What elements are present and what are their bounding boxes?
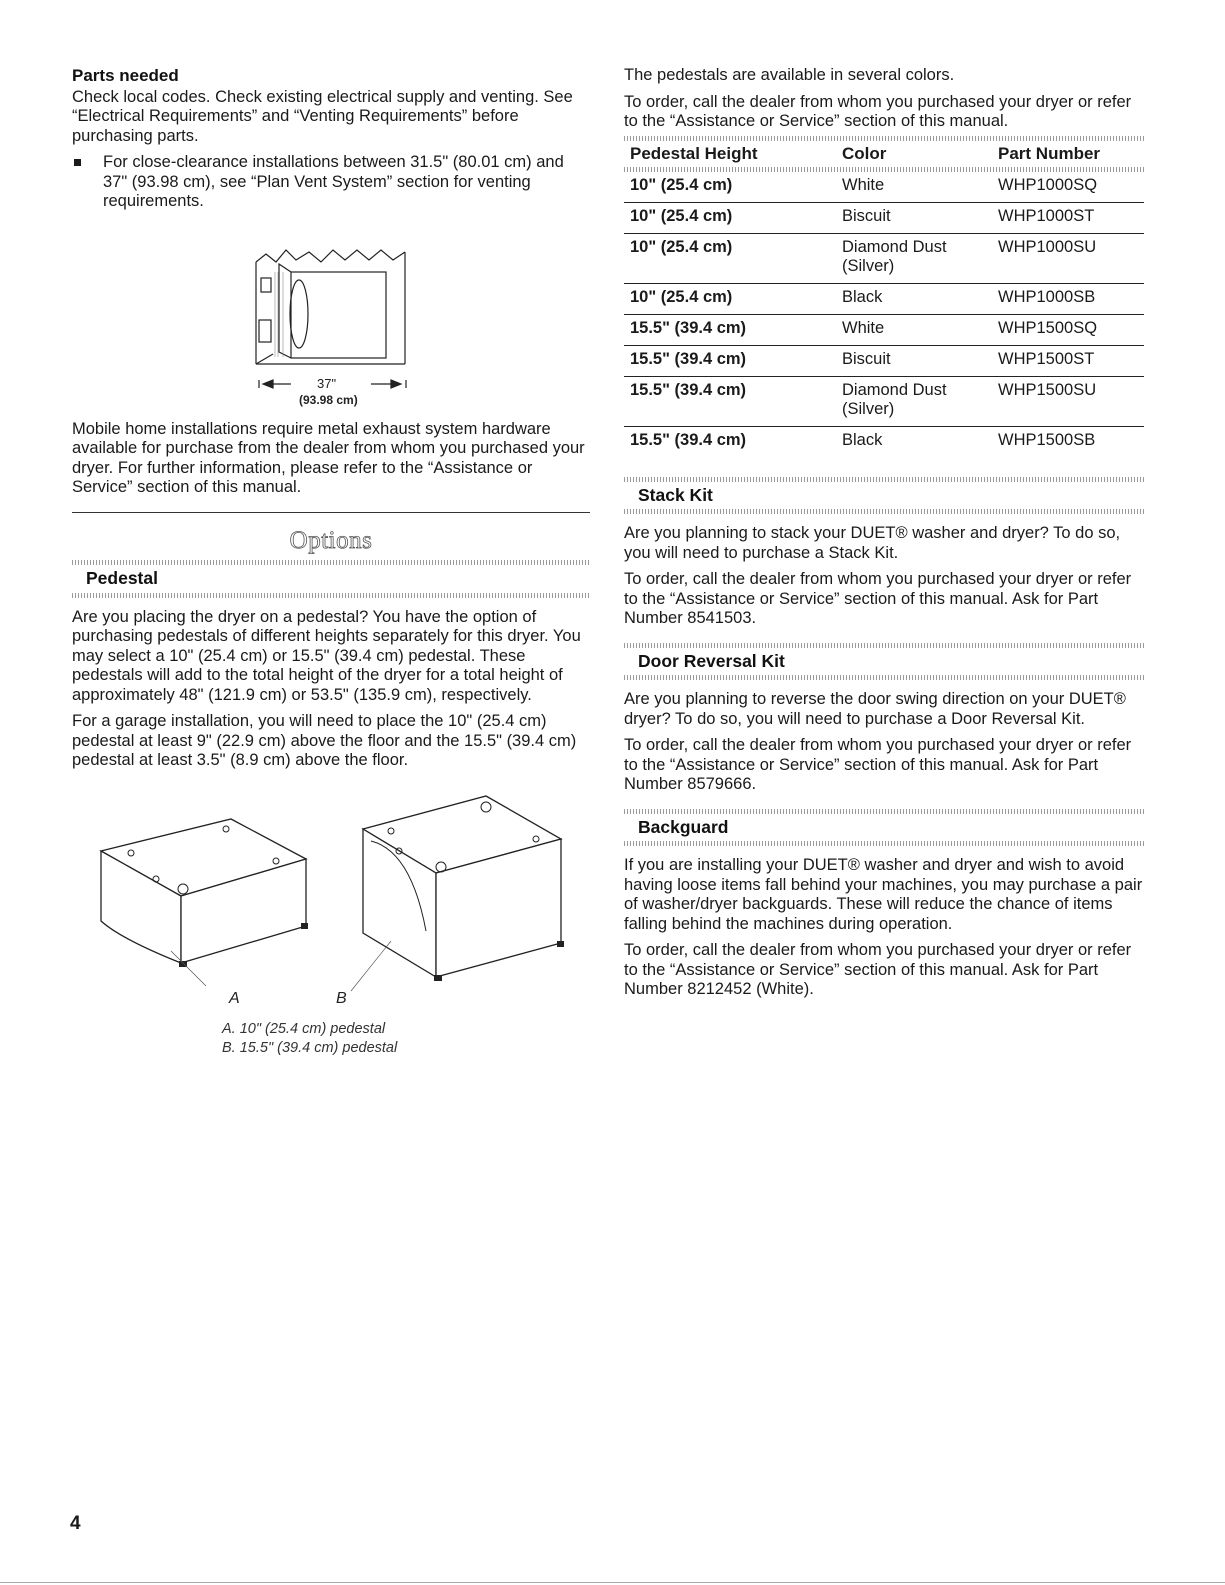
cell-color: Biscuit: [836, 345, 992, 376]
cell-part: WHP1500SU: [992, 376, 1144, 426]
cell-height: 15.5" (39.4 cm): [630, 430, 747, 449]
table-row: [624, 233, 1144, 283]
page-number: 4: [70, 1513, 81, 1534]
figure-caption: [222, 1020, 590, 1058]
cell-color: Diamond Dust (Silver): [836, 233, 992, 283]
door-kit-paragraph-1: Are you planning to reverse the door swing direction on your DUET® dryer? To do so, you will need to purchase a Door Reversal Kit.: [624, 690, 1126, 728]
caption-a: A. 10" (25.4 cm) pedestal: [222, 1020, 386, 1037]
cell-color: White: [836, 172, 992, 203]
parts-bullet-text: For close-clearance installations between 31.5" (80.01 cm) and 37" (93.98 cm), see “Plan Vent System” section for venting requirements.: [103, 153, 564, 210]
parts-bullet-list: [72, 153, 590, 212]
pedestal-paragraph-1: Are you placing the dryer on a pedestal? You have the option of purchasing pedestals of different heights separately for this dryer. You may select a 10" (25.4 cm) or 15.5" (39.4 cm) pedestal. These pedestals will add to the total height of the dryer for a total height of approximately 48" (121.9 cm) or 53.5" (135.9 cm), respectively.: [72, 607, 581, 704]
order-paragraph: To order, call the dealer from whom you purchased your dryer or refer to the “Assistance or Service” section of this manual.: [624, 92, 1132, 130]
cell-part: WHP1000ST: [992, 202, 1144, 233]
table-row: [624, 376, 1144, 426]
hatch-rule: [624, 675, 1144, 680]
table-row: [624, 172, 1144, 203]
hatch-rule: [72, 593, 590, 598]
parts-bullet-item: [72, 153, 590, 212]
square-bullet-icon: [74, 159, 81, 166]
options-title: Options: [289, 526, 373, 554]
header-color: Color: [842, 143, 887, 163]
table-row: [624, 314, 1144, 345]
fig-dim-inches: 37": [317, 375, 337, 391]
door-kit-paragraph-2: To order, call the dealer from whom you purchased your dryer or refer to the “Assistance or Service” section of this manual. Ask for Part Number 8579666.: [624, 736, 1132, 793]
stack-kit-paragraph-1: Are you planning to stack your DUET® washer and dryer? To do so, you will need to purchase a Stack Kit.: [624, 524, 1121, 562]
cell-height: 10" (25.4 cm): [624, 172, 836, 203]
table-row: [624, 345, 1144, 376]
pedestal-parts-table: [624, 141, 1144, 457]
mobile-home-paragraph: Mobile home installations require metal exhaust system hardware available for purchase from the dealer from whom you purchased your dryer. For further information, please refer to the “Assistance or Service” section of this manual.: [72, 419, 585, 496]
fig-dim-cm: (93.98 cm): [299, 392, 358, 407]
backguard-paragraph-2: To order, call the dealer from whom you purchased your dryer or refer to the “Assistance or Service” section of this manual. Ask for Part Number 8212452 (White).: [624, 941, 1132, 998]
backguard-heading: Backguard: [638, 816, 729, 837]
table-row: [624, 283, 1144, 314]
cell-height: 15.5" (39.4 cm): [624, 314, 836, 345]
cell-height: 10" (25.4 cm): [624, 283, 836, 314]
caption-b: B. 15.5" (39.4 cm) pedestal: [222, 1039, 398, 1056]
cell-part: WHP1000SQ: [992, 172, 1144, 203]
right-column: [624, 66, 1144, 1007]
cell-part: WHP1000SB: [992, 283, 1144, 314]
cell-part: WHP1000SU: [992, 233, 1144, 283]
dryer-body: [291, 272, 386, 358]
cell-color: White: [836, 314, 992, 345]
cell-part: WHP1500ST: [992, 345, 1144, 376]
section-divider: [72, 512, 590, 513]
cell-height: 10" (25.4 cm): [624, 202, 836, 233]
cell-height: 10" (25.4 cm): [624, 233, 836, 283]
dryer-door: [290, 280, 308, 348]
fig-label-a: A: [229, 989, 240, 1007]
cell-color: Biscuit: [836, 202, 992, 233]
cell-color: Black: [842, 430, 883, 449]
pedestal-paragraph-2: For a garage installation, you will need to place the 10" (25.4 cm) pedestal at least 9" (22.9 cm) above the floor and the 15.5" (39.4 cm) pedestal at least 3.5" (8.9 cm) above the floor.: [72, 712, 577, 769]
cell-color: Diamond Dust (Silver): [836, 376, 992, 426]
header-part-number: Part Number: [998, 143, 1101, 163]
cell-part: WHP1500SQ: [992, 314, 1144, 345]
hatch-rule: [624, 841, 1144, 846]
cell-part: WHP1500SB: [998, 430, 1096, 449]
header-height: Pedestal Height: [630, 143, 758, 163]
backguard-paragraph-1: If you are installing your DUET® washer and dryer and wish to avoid having loose items fall behind your machines, you may purchase a pair of washer/dryer backguards. These will reduce the chance of items falling behind the machines during operation.: [624, 856, 1143, 933]
stack-kit-heading: Stack Kit: [638, 484, 713, 505]
table-row: [624, 202, 1144, 233]
pedestals-figure: [81, 791, 581, 1016]
pedestal-heading: Pedestal: [86, 568, 158, 588]
fig-label-b: B: [336, 989, 347, 1007]
stack-kit-paragraph-2: To order, call the dealer from whom you purchased your dryer or refer to the “Assistance or Service” section of this manual. Ask for Part Number 8541503.: [624, 570, 1132, 627]
cell-height: 15.5" (39.4 cm): [624, 345, 836, 376]
table-row: [624, 426, 1144, 457]
cell-height: 15.5" (39.4 cm): [624, 376, 836, 426]
colors-paragraph: The pedestals are available in several colors.: [624, 66, 955, 84]
page-bottom-rule: [0, 1582, 1225, 1583]
parts-paragraph-1: Check local codes. Check existing electrical supply and venting. See “Electrical Requirements” and “Venting Requirements” before purchasing parts.: [72, 87, 573, 145]
hatch-rule: [624, 509, 1144, 514]
door-reversal-heading: Door Reversal Kit: [638, 650, 785, 671]
table-header-row: [624, 141, 1144, 167]
cell-color: Black: [836, 283, 992, 314]
wall-left-line: [256, 250, 405, 262]
left-column: [72, 66, 590, 1058]
parts-needed-heading: Parts needed: [72, 66, 179, 85]
close-clearance-figure: [231, 242, 431, 412]
